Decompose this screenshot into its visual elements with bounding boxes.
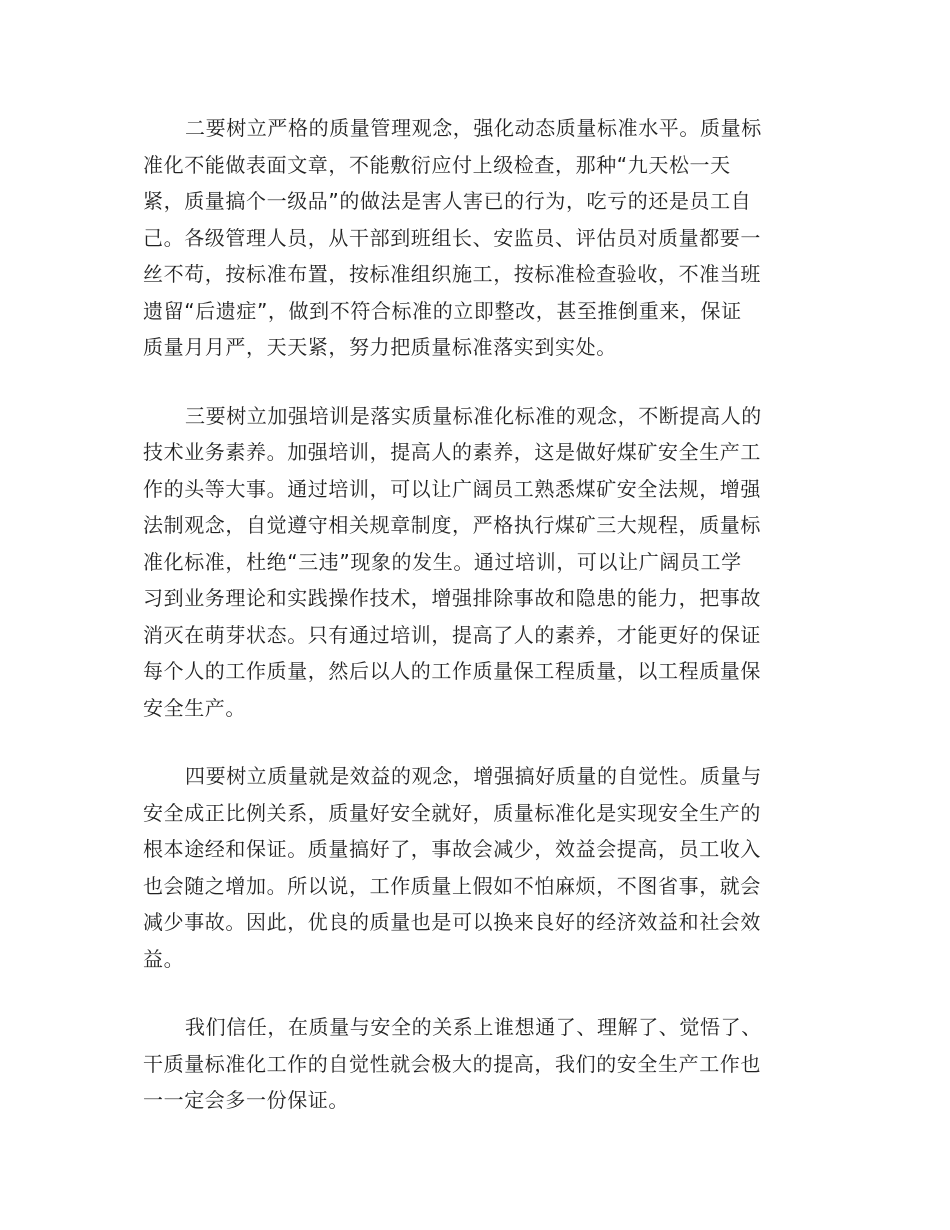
text-line: 作的头等大事。通过培训，可以让广阔员工熟悉煤矿安全法规，增强 bbox=[143, 476, 761, 501]
text-line: 习到业务理论和实践操作技术，增强排除事故和隐患的能力，把事故 bbox=[143, 586, 761, 610]
text-line: 减少事故。因此，优良的质量也是可以换来良好的经济效益和社会效 bbox=[143, 910, 761, 934]
paragraph-training bbox=[143, 398, 803, 727]
text-line: 紧，质量搞个一级品”的做法是害人害已的行为，吃亏的还是员工自 bbox=[143, 189, 752, 213]
text-line: 根本途经和保证。质量搞好了，事故会减少，效益会提高，员工收入 bbox=[143, 837, 761, 861]
text-line: 也会随之增加。所以说，工作质量上假如不怕麻烦，不图省事，就会 bbox=[143, 873, 761, 898]
text-line: 技术业务素养。加强培训，提高人的素养，这是做好煤矿安全生产工 bbox=[143, 440, 761, 464]
text-line: 二要树立严格的质量管理观念，强化动态质量标准水平。质量标 bbox=[185, 116, 762, 140]
paragraph-conclusion bbox=[143, 1009, 803, 1119]
text-line: 一一定会多一份保证。 bbox=[143, 1088, 349, 1112]
text-line: 益。 bbox=[143, 946, 185, 971]
text-line: 我们信任，在质量与安全的关系上谁想通了、理解了、觉悟了、 bbox=[185, 1015, 762, 1039]
text-line: 三要树立加强培训是落实质量标准化标准的观念，不断提高人的 bbox=[185, 403, 762, 428]
text-line: 法制观念，自觉遵守相关规章制度，严格执行煤矿三大规程，质量标 bbox=[143, 513, 761, 537]
text-line: 质量月月严，天天紧，努力把质量标准落实到实处。 bbox=[143, 335, 617, 359]
text-line: 遗留“后遗症”，做到不符合标准的立即整改，甚至推倒重来，保证 bbox=[143, 298, 742, 323]
paragraph-quality-management bbox=[143, 110, 803, 366]
text-line: 四要树立质量就是效益的观念，增强搞好质量的自觉性。质量与 bbox=[185, 764, 762, 788]
document-body bbox=[143, 110, 803, 1151]
text-line: 丝不苟，按标准布置，按标准组织施工，按标准检查验收，不准当班 bbox=[143, 262, 761, 286]
text-line: 安全成正比例关系，质量好安全就好，质量标准化是实现安全生产的 bbox=[143, 800, 761, 825]
text-line: 准化不能做表面文章，不能敷衍应付上级检查，那种“九天松一天 bbox=[143, 152, 731, 177]
text-line: 准化标准，杜绝“三违”现象的发生。通过培训，可以让广阔员工学 bbox=[143, 549, 742, 574]
text-line: 每个人的工作质量，然后以人的工作质量保工程质量，以工程质量保 bbox=[143, 659, 761, 683]
text-line: 干质量标准化工作的自觉性就会极大的提高，我们的安全生产工作也 bbox=[143, 1051, 761, 1076]
text-line: 安全生产。 bbox=[143, 695, 246, 720]
text-line: 消灭在萌芽状态。只有通过培训，提高了人的素养，才能更好的保证 bbox=[143, 622, 761, 647]
text-line: 己。各级管理人员，从干部到班组长、安监员、评估员对质量都要一 bbox=[143, 225, 761, 250]
paragraph-quality-benefit bbox=[143, 758, 803, 977]
